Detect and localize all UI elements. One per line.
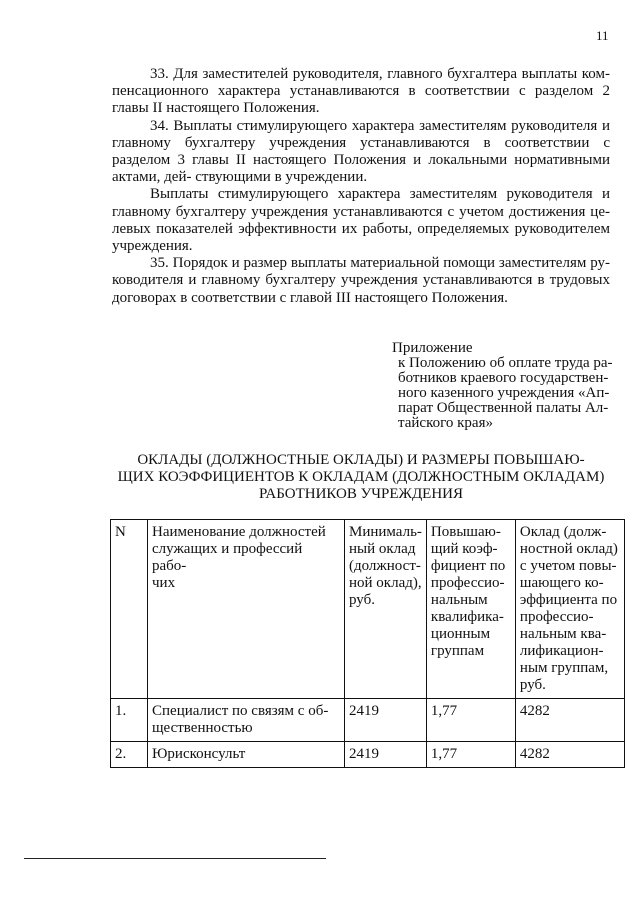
row-min-salary: 2419 bbox=[345, 699, 427, 742]
appendix-block bbox=[392, 341, 614, 431]
row-position-name: Юрисконсульт bbox=[148, 742, 345, 768]
paragraph-34: 34. Выплаты стимулирующего характера заместителям руководителя и главному бухгалтеру учреждения устанавливаются в соответствии с разделом 3 главы II настоящего Положения и локальными нормативными актами, дей- ствующими в учреждении. bbox=[112, 117, 610, 186]
header-min-salary: Минималь- ный оклад (должност- ной оклад), руб. bbox=[345, 520, 427, 699]
header-adjusted-salary: Оклад (долж- ностной оклад) с учетом повы- шающего ко- эффициента по профессио- нальным ква- лификацион- ным группам, руб. bbox=[515, 520, 624, 699]
appendix-reference: к Положению об оплате труда ра- ботников краевого государствен- ного казенного учреждения «Ап- парат Общественной палаты Ал- тайского края» bbox=[398, 355, 613, 431]
row-min-salary: 2419 bbox=[345, 742, 427, 768]
table-title: ОКЛАДЫ (ДОЛЖНОСТНЫЕ ОКЛАДЫ) И РАЗМЕРЫ ПОВЫШАЮ- ЩИХ КОЭФФИЦИЕНТОВ К ОКЛАДАМ (ДОЛЖНОСТНЫМ ОКЛАДАМ) РАБОТНИКОВ УЧРЕЖДЕНИЯ bbox=[117, 452, 605, 502]
paragraph-incentive: Выплаты стимулирующего характера заместителям руководителя и главному бухгалтеру учреждения устанавливаются с учетом достижения це- левых показателей эффективности их работы, определяемых руководителем учреждения. bbox=[112, 186, 610, 255]
row-adjusted-salary: 4282 bbox=[515, 699, 624, 742]
row-number: 1. bbox=[111, 699, 148, 742]
appendix-heading: Приложение bbox=[392, 340, 473, 356]
table-header-row bbox=[111, 520, 625, 699]
table-row bbox=[111, 742, 625, 768]
page-number: 11 bbox=[596, 28, 609, 43]
header-coefficient: Повышаю- щий коэф- фициент по профессио- нальным квалифика- ционным группам bbox=[426, 520, 515, 699]
paragraph-33: 33. Для заместителей руководителя, главного бухгалтера выплаты ком- пенсационного характера устанавливаются в соответствии с разделом 2 главы II настоящего Положения. bbox=[112, 66, 610, 117]
row-coefficient: 1,77 bbox=[426, 699, 515, 742]
row-number: 2. bbox=[111, 742, 148, 768]
row-coefficient: 1,77 bbox=[426, 742, 515, 768]
header-n: N bbox=[111, 520, 148, 699]
body-text bbox=[112, 66, 610, 307]
footnote-separator bbox=[24, 858, 326, 859]
header-position-name: Наименование должностей служащих и профессий рабо- чих bbox=[148, 520, 345, 699]
row-position-name: Специалист по связям с об- щественностью bbox=[148, 699, 345, 742]
paragraph-35: 35. Порядок и размер выплаты материальной помощи заместителям ру- ководителя и главному бухгалтеру учреждения устанавливаются в трудовых договорах в соответствии с главой III настоящего Положения. bbox=[112, 255, 610, 306]
row-adjusted-salary: 4282 bbox=[515, 742, 624, 768]
table-row bbox=[111, 699, 625, 742]
salary-table bbox=[110, 519, 625, 768]
